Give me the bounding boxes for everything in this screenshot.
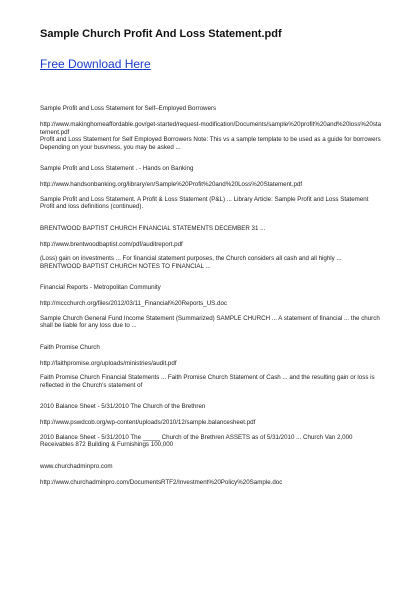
result-description: (Loss) gain on investments ... For financial statement purposes, the Church considers all cash and all highly ... BRENTWOOD BAPTIST CHURCH NOTES TO FINANCIAL ...	[40, 255, 342, 270]
result-entry-2	[40, 165, 382, 211]
result-url[interactable]: http://faithpromise.org/uploads/ministries/audit.pdf	[40, 359, 177, 367]
result-entry-3	[40, 225, 382, 271]
result-url[interactable]: http://mccchurch.org/files/2012/03/11_Financial%20Reports_US.doc	[40, 300, 227, 307]
result-entry-1	[40, 105, 382, 151]
result-url[interactable]: http://www.handsonbanking.org/library/en/Sample%20Profit%20and%20Loss%20Statement.pdf	[40, 181, 303, 188]
result-entry-6	[40, 403, 382, 449]
result-title[interactable]: Financial Reports - Metropolitan Community	[40, 284, 161, 291]
result-url[interactable]: http://www.brentwoodbaptist.com/pdf/auditreport.pdf	[40, 240, 183, 248]
result-entry-7	[40, 463, 382, 487]
result-url[interactable]: http://www.churchadminpro.com/DocumentsRTF2/Investment%20Policy%20Sample.doc	[40, 478, 283, 486]
result-title[interactable]: Sample Profit and Loss Statement for Self–Employed Borrowers	[40, 105, 217, 112]
result-entry-4	[40, 284, 382, 330]
result-entry-5	[40, 344, 382, 390]
result-title[interactable]: BRENTWOOD BAPTIST CHURCH FINANCIAL STATEMENTS DECEMBER 31 ...	[40, 224, 266, 232]
result-url[interactable]: http://www.pswdcob.org/wp-content/uploads/2010/12/sample.balancesheet.pdf	[40, 419, 256, 426]
document-title: Sample Church Profit And Loss Statement.pdf	[40, 28, 282, 40]
result-title[interactable]: 2010 Balance Sheet - 5/31/2010 The Church of the Brethren	[40, 403, 206, 410]
result-title[interactable]: Sample Profit and Loss Statement . - Hands on Banking	[40, 165, 194, 172]
result-description: 2010 Balance Sheet - 5/31/2010 The _____ Church of the Brethren ASSETS as of 5/31/2010 ... Church Van 2,000 Receivables 872 Building & Furnishings 100,000	[40, 433, 353, 448]
result-description: Sample Profit and Loss Statement. A Profit & Loss Statement (P&L) ... Library Article: Sample Profit and Loss Statement Profit and loss definitions (continued).	[40, 195, 369, 210]
result-title[interactable]: www.churchadminpro.com	[40, 462, 113, 470]
result-url[interactable]: http://www.makinghomeaffordable.gov/get-started/request-modification/Documents/sample%20profit%20and%20loss%20statement.pdf	[40, 121, 382, 136]
free-download-link[interactable]: Free Download Here	[40, 57, 151, 71]
result-description: Sample Church General Fund Income Statement (Summarized) SAMPLE CHURCH ... A statement of financial ... the church shall be liable for any loss due to ...	[40, 314, 380, 329]
results-list	[40, 105, 382, 486]
result-description: Profit and Loss Statement for Self Employed Borrowers Note: This vs a sample template to be used as a guide for borrowers Depending on your busvness, you may be asked ...	[40, 136, 381, 151]
result-title[interactable]: Faith Promise Church	[40, 343, 100, 351]
result-description: Faith Promise Church Financial Statements ... Faith Promise Church Statement of Cash ... and the resulting gain or loss is reflected in the Church's statement of	[40, 374, 375, 389]
